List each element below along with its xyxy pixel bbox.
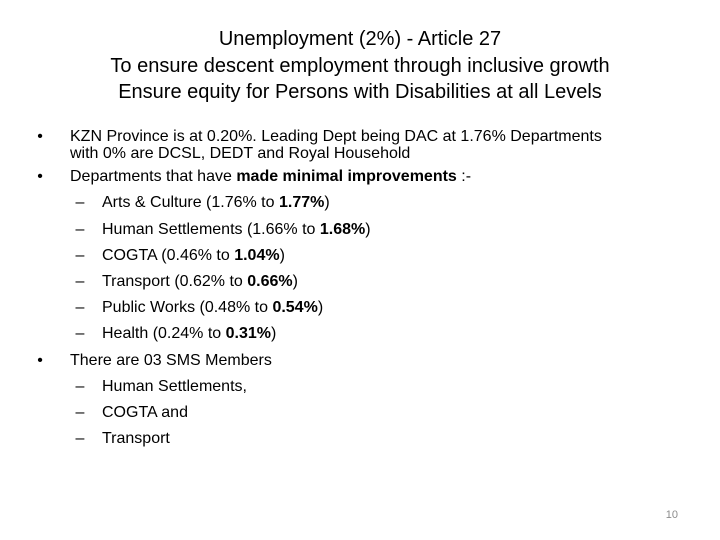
sub-item-text: ) — [317, 299, 324, 317]
bullet-text: with 0% are DCSL, DEDT and Royal Household — [70, 145, 411, 163]
sub-item-text: COGTA (0.46% to — [102, 246, 235, 264]
bullet-item-province-continued — [30, 144, 710, 163]
bullet-list — [30, 124, 710, 452]
sub-item-value: 1.77% — [278, 194, 325, 212]
bullet-item-improvements — [30, 164, 710, 190]
sub-item-health — [30, 321, 710, 347]
sub-item-arts-culture — [30, 190, 710, 216]
bullet-text: Departments that have — [70, 168, 237, 186]
title-line-2: To ensure descent employment through inclusive growth — [110, 54, 610, 77]
sub-item-value: 0.66% — [247, 273, 293, 291]
page-number: 10 — [665, 509, 678, 521]
bullet-text-bold: made minimal improvements — [236, 168, 457, 186]
bullet-icon: • — [37, 351, 43, 369]
sub-item-value: 1.68% — [319, 220, 366, 238]
sub-item-value: 0.31% — [225, 325, 271, 343]
dash-icon: – — [75, 377, 85, 395]
sub-item-text: Public Works (0.48% to — [102, 299, 273, 317]
sub-item-text: Arts & Culture (1.76% to — [102, 194, 279, 212]
sms-member-item — [30, 426, 710, 452]
sub-item-text: Human Settlements (1.66% to — [102, 220, 320, 238]
sub-item-text: Human Settlements, — [102, 377, 247, 395]
dash-icon: – — [75, 220, 85, 238]
title-line-1: Unemployment (2%) - Article 27 — [218, 28, 502, 50]
sub-item-text: ) — [292, 273, 298, 291]
sub-item-text: ) — [365, 220, 371, 238]
sms-member-item — [30, 400, 710, 426]
dash-icon: – — [75, 430, 85, 448]
slide-title — [0, 26, 720, 106]
bullet-text: :- — [456, 168, 472, 186]
sub-item-text: Transport — [102, 430, 170, 448]
sub-item-human-settlements — [30, 217, 710, 243]
dash-icon: – — [75, 273, 85, 291]
sub-item-text: Health (0.24% to — [102, 325, 226, 343]
sub-item-transport — [30, 269, 710, 295]
bullet-text: KZN Province is at 0.20%. Leading Dept being DAC at 1.76% Departments — [70, 128, 602, 145]
sub-item-text: COGTA and — [102, 404, 188, 422]
bullet-text: There are 03 SMS Members — [70, 351, 272, 369]
bullet-item-sms-members — [30, 348, 710, 374]
dash-icon: – — [75, 404, 85, 422]
bullet-icon: • — [37, 168, 43, 186]
sub-item-value: 0.54% — [272, 299, 318, 317]
dash-icon: – — [75, 325, 85, 343]
sub-item-cogta — [30, 243, 710, 269]
sms-member-item — [30, 374, 710, 400]
dash-icon: – — [75, 299, 85, 317]
bullet-icon: • — [37, 128, 43, 145]
title-line-3: Ensure equity for Persons with Disabilities at all Levels — [118, 81, 602, 103]
dash-icon: – — [75, 246, 85, 264]
dash-icon: – — [75, 194, 85, 212]
sub-item-text: ) — [324, 194, 330, 212]
sub-item-public-works — [30, 295, 710, 321]
sub-item-text: ) — [271, 325, 277, 343]
sub-item-value: 1.04% — [234, 246, 280, 264]
sub-item-text: Transport (0.62% to — [102, 273, 248, 291]
sub-item-text: ) — [279, 246, 285, 264]
